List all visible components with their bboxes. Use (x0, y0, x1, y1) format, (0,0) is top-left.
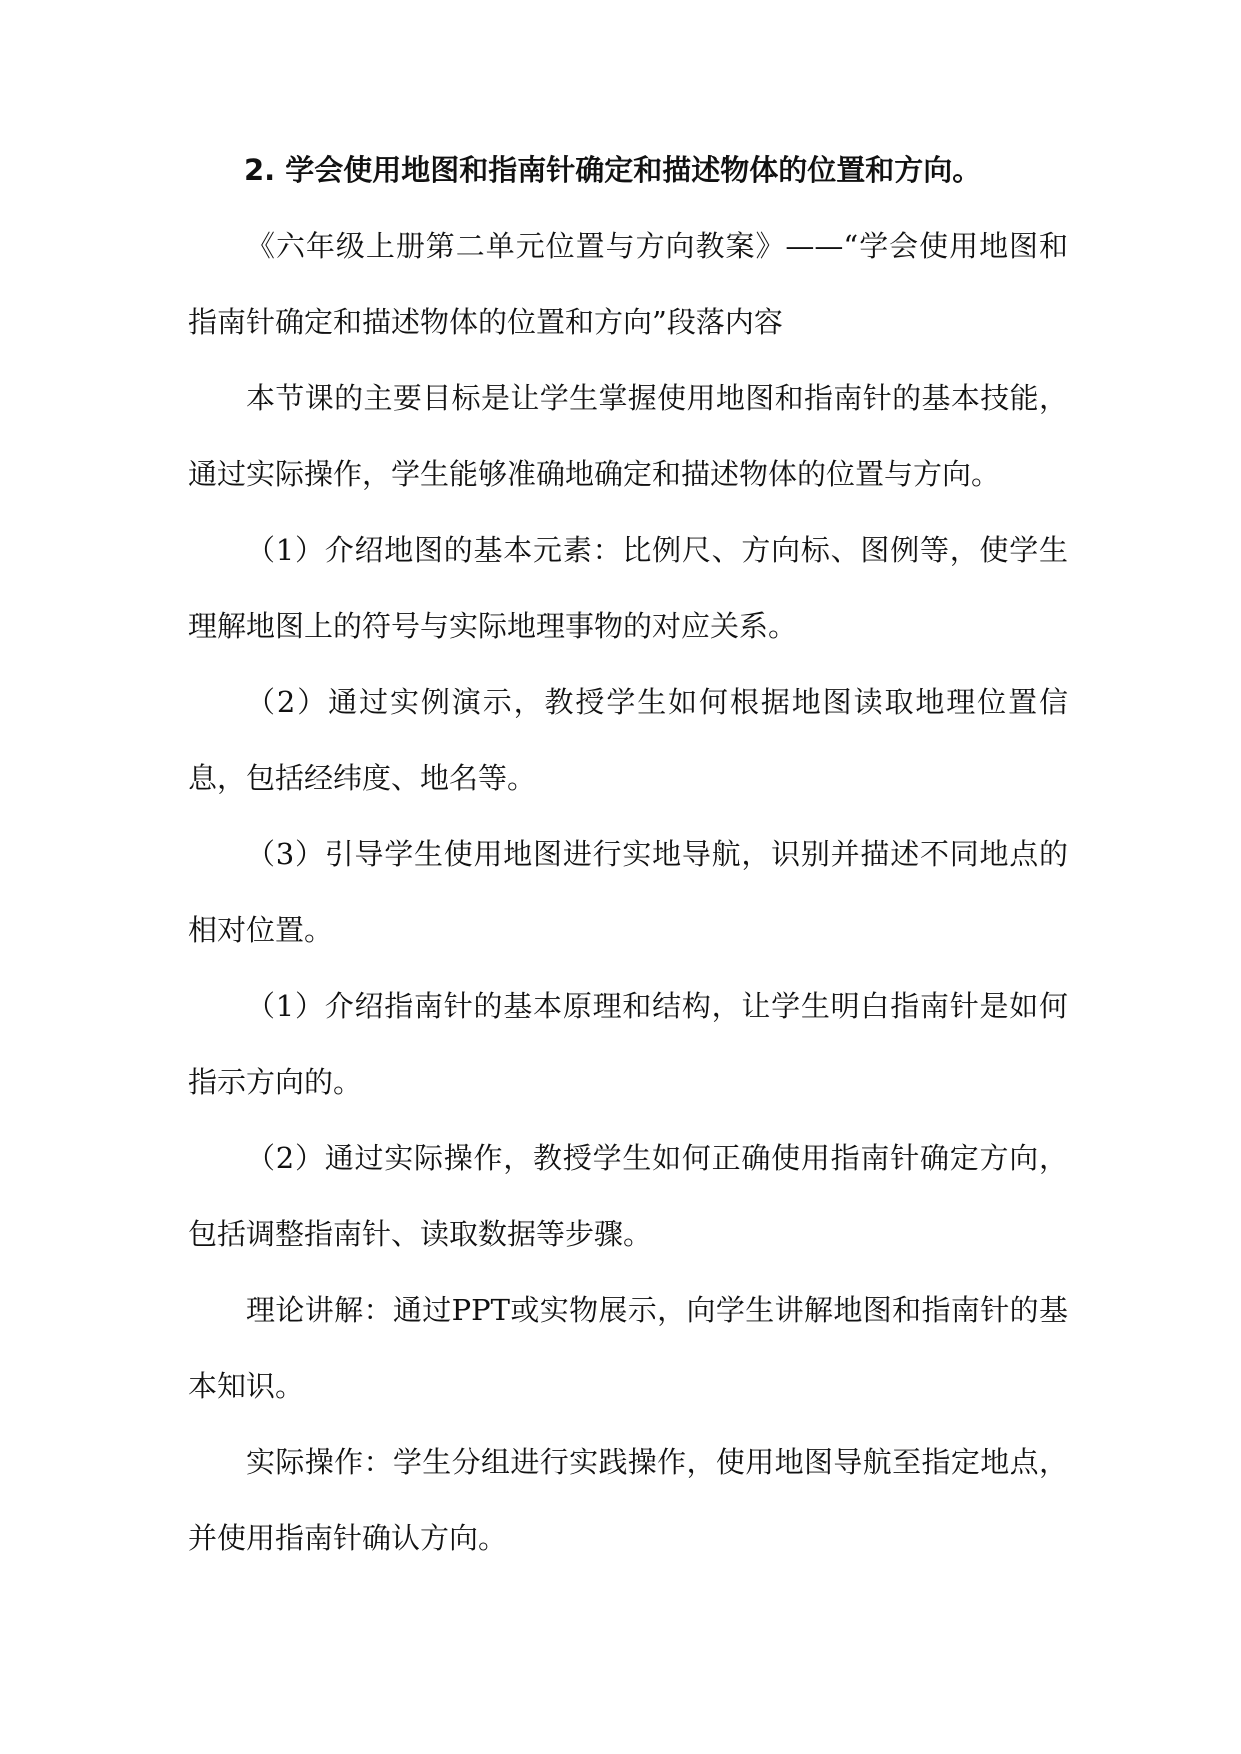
section-heading: 2. 学会使用地图和指南针确定和描述物体的位置和方向。 (244, 153, 982, 187)
paragraph-compass-usage: （2）通过实际操作，教授学生如何正确使用指南针确定方向，包括调整指南针、读取数据等步骤。 (188, 1141, 1068, 1251)
paragraph-practical-operation: 实际操作：学生分组进行实践操作，使用地图导航至指定地点，并使用指南针确认方向。 (188, 1445, 1068, 1555)
paragraph-map-reading: （2）通过实例演示，教授学生如何根据地图读取地理位置信息，包括经纬度、地名等。 (188, 685, 1068, 795)
paragraph-compass-principle: （1）介绍指南针的基本原理和结构，让学生明白指南针是如何指示方向的。 (188, 989, 1068, 1099)
paragraph-map-elements: （1）介绍地图的基本元素：比例尺、方向标、图例等，使学生理解地图上的符号与实际地理事物的对应关系。 (188, 533, 1068, 643)
paragraph-lesson-goal: 本节课的主要目标是让学生掌握使用地图和指南针的基本技能，通过实际操作，学生能够准确地确定和描述物体的位置与方向。 (188, 381, 1068, 491)
paragraph-theory-explanation: 理论讲解：通过PPT或实物展示，向学生讲解地图和指南针的基本知识。 (188, 1293, 1068, 1403)
paragraph-map-navigation: （3）引导学生使用地图进行实地导航，识别并描述不同地点的相对位置。 (188, 837, 1068, 947)
paragraph-lesson-title: 《六年级上册第二单元位置与方向教案》——“学会使用地图和指南针确定和描述物体的位置和方向”段落内容 (188, 229, 1068, 339)
